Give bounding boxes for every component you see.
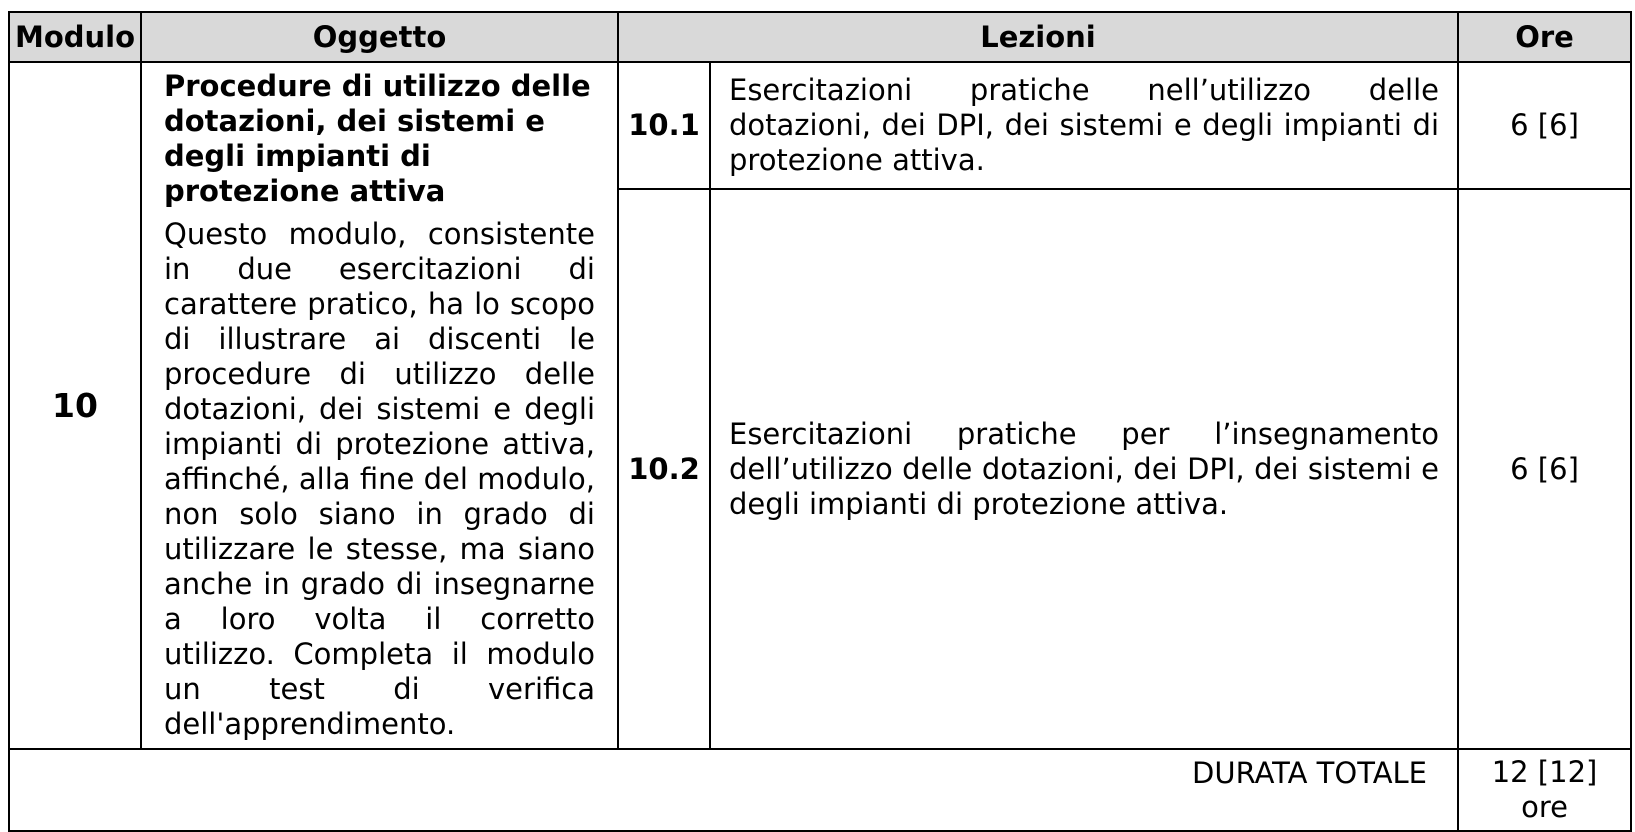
module-object-cell — [141, 62, 618, 749]
course-module-table — [8, 11, 1632, 832]
lesson-text: Esercitazioni pratiche nell’utilizzo delle dotazioni, dei DPI, dei sistemi e degli impianti di protezione attiva. — [710, 62, 1458, 189]
module-title: Procedure di utilizzo delle dotazioni, dei sistemi e degli impianti di protezione attiva — [164, 69, 591, 208]
header-ore: Ore — [1458, 12, 1631, 62]
total-unit: ore — [1521, 790, 1568, 824]
total-label: DURATA TOTALE — [9, 749, 1458, 831]
total-row — [9, 749, 1631, 831]
module-description: Questo modulo, consistente in due esercitazioni di carattere pratico, ha lo scopo di illustrare ai discenti le procedure di utilizzo delle dotazioni, dei sistemi e degli impianti di protezione attiva, affinché, alla fine del modulo, non solo siano in grado di utilizzare le stesse, ma siano anche in grado di insegnarne a loro volta il corretto utilizzo. Completa il modulo un test di verifica dell'apprendimento. — [164, 217, 595, 741]
lesson-hours: 6 [6] — [1458, 62, 1631, 189]
lesson-row — [9, 62, 1631, 189]
header-oggetto: Oggetto — [141, 12, 618, 62]
lesson-hours: 6 [6] — [1458, 189, 1631, 749]
total-value-cell — [1458, 749, 1631, 831]
lesson-text: Esercitazioni pratiche per l’insegnamento dell’utilizzo delle dotazioni, dei DPI, dei sistemi e degli impianti di protezione attiva. — [710, 189, 1458, 749]
lesson-number: 10.1 — [618, 62, 710, 189]
lesson-number: 10.2 — [618, 189, 710, 749]
header-row — [9, 12, 1631, 62]
header-lezioni: Lezioni — [618, 12, 1458, 62]
module-number: 10 — [9, 62, 141, 749]
header-modulo: Modulo — [9, 12, 141, 62]
total-value: 12 [12] — [1491, 755, 1598, 789]
